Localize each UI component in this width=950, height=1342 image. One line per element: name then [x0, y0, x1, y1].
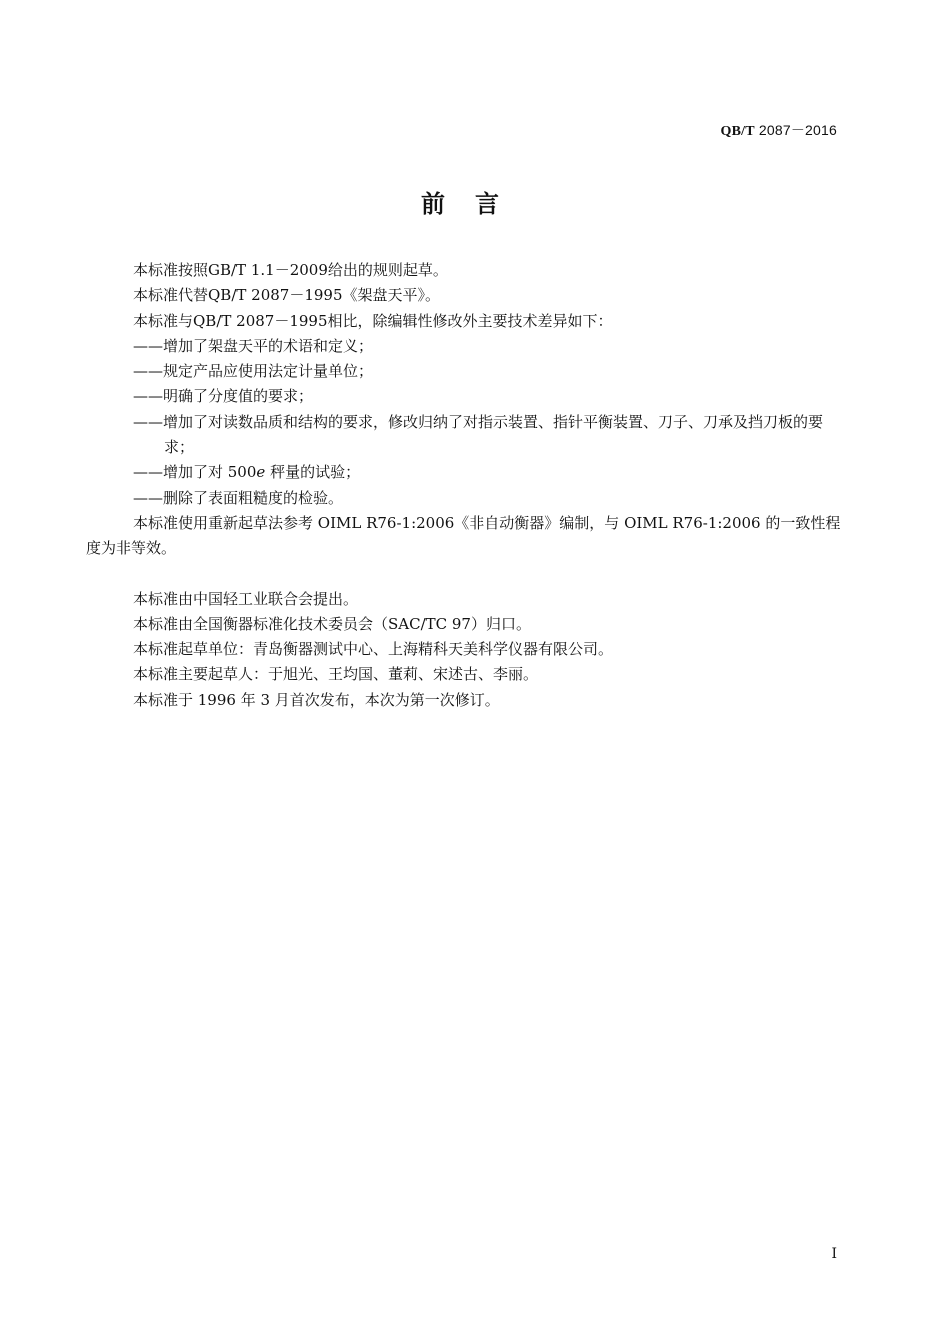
paragraph-administered-by: 本标准由全国衡器标准化技术委员会（SAC/TC 97）归口。 [133, 614, 531, 633]
paragraph-drafting-rules: 本标准按照GB/T 1.1－2009给出的规则起草。 [133, 261, 448, 279]
list-item [86, 460, 842, 485]
list-item: ——规定产品应使用法定计量单位； [133, 362, 374, 381]
list-item-text-tail: 秤量的试验； [265, 463, 361, 482]
paragraph-drafting-units: 本标准起草单位：青岛衡器测试中心、上海精科天美科学仪器有限公司。 [133, 640, 614, 659]
paragraph-differences: 本标准与QB/T 2087－1995相比，除编辑性修改外主要技术差异如下： [133, 311, 613, 330]
standard-code-prefix: QB/T [720, 124, 755, 139]
page-title: 前言 [421, 190, 529, 218]
list-item: ——明确了分度值的要求； [133, 387, 314, 406]
paragraph-replaces: 本标准代替QB/T 2087－1995《架盘天平》。 [133, 286, 440, 305]
standard-code-number: 2087－2016 [754, 122, 837, 138]
list-item-italic-e: e [256, 463, 266, 482]
paragraph-history: 本标准于 1996 年 3 月首次发布，本次为第一次修订。 [133, 690, 500, 709]
page-number: I [831, 1246, 837, 1262]
standard-code [721, 120, 837, 140]
list-item: ——增加了对读数品质和结构的要求，修改归纳了对指示装置、指针平衡装置、刀子、刀承及挡刀板的要求； [133, 412, 824, 457]
list-item-text: ——增加了对 500 [133, 463, 257, 482]
paragraph-drafters: 本标准主要起草人：于旭光、王均国、董莉、宋述古、李丽。 [133, 665, 539, 684]
foreword-body [86, 258, 842, 713]
paragraph-reference: 本标准使用重新起草法参考 OIML R76-1:2006《非自动衡器》编制，与 OIML R76-1:2006 的一致性程度为非等效。 [86, 513, 841, 558]
list-item: ——删除了表面粗糙度的检验。 [133, 488, 344, 507]
list-item: ——增加了架盘天平的术语和定义； [133, 336, 374, 355]
paragraph-proposed-by: 本标准由中国轻工业联合会提出。 [133, 589, 359, 608]
